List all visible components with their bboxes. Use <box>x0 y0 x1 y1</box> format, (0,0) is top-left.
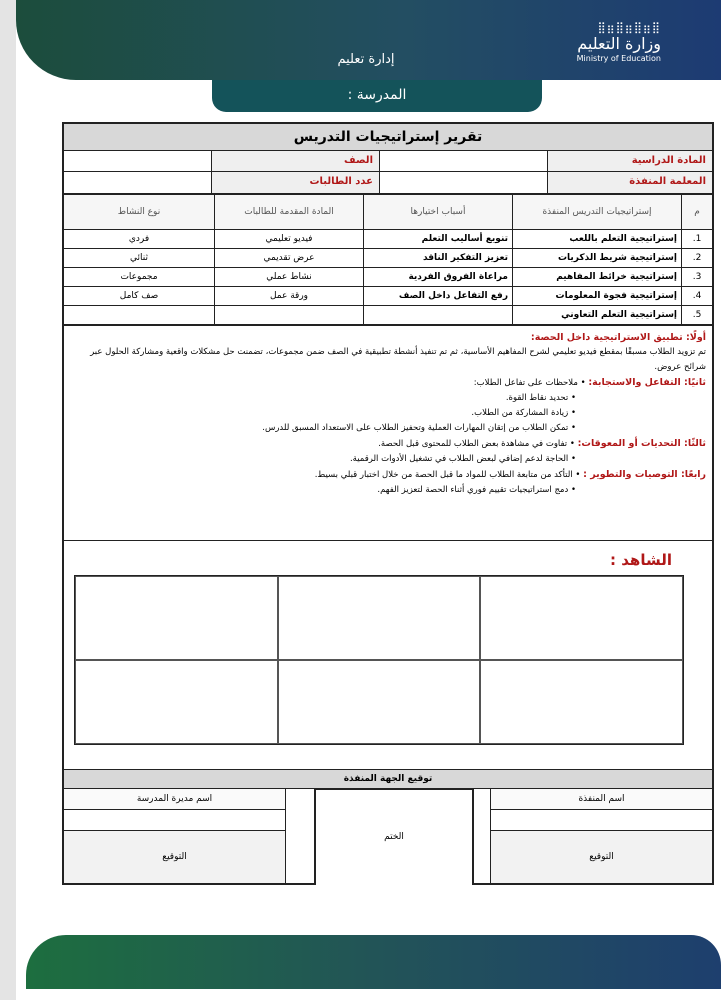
table-row <box>64 268 712 287</box>
row-material: فيديو تعليمي <box>215 230 364 249</box>
info-grid <box>64 151 712 194</box>
col-number: م <box>682 195 713 230</box>
row-strategy: إستراتيجية فجوة المعلومات <box>513 287 682 306</box>
section2-title: ثانيًا: التفاعل والاستجابة: <box>588 377 706 388</box>
row-reason <box>364 306 513 325</box>
witness-title: الشاهد : <box>610 551 672 569</box>
row-number: 5. <box>682 306 713 325</box>
witness-cell[interactable] <box>278 576 481 660</box>
principal-column <box>64 789 286 883</box>
section4-point: • دمج استراتيجيات تقييم فوري أثناء الحصة لتعزيز الفهم. <box>377 485 576 495</box>
witness-section <box>64 541 712 770</box>
footer-band <box>26 935 721 989</box>
row-activity: صف كامل <box>64 287 215 306</box>
executor-label: اسم المنفذة <box>490 789 712 810</box>
section1-title: أولًا: تطبيق الاستراتيجية داخل الحصة: <box>530 332 706 343</box>
witness-cell[interactable] <box>75 576 278 660</box>
principal-name-field[interactable] <box>64 810 286 831</box>
executor-name-field[interactable] <box>490 810 712 831</box>
subject-value[interactable] <box>379 151 547 172</box>
table-row <box>64 249 712 268</box>
table-row <box>64 287 712 306</box>
report-sections: أولًا: تطبيق الاستراتيجية داخل الحصة: تم تزويد الطلاب مسبقًا بمقطع فيديو تعليمي لشرح المفاهيم الأساسية، ثم تم تنفيذ أنشطة تطبيقية في الصف ضمن مجموعات، تضمنت حل مشكلات واقعية ومشاركة الحلول عبر شرائح عروض. ثانيًا: التفاعل والاستجابة: • ملاحظات على تفاعل الطلاب: • تحديد نقاط القوة. • زيادة المشاركة من الطلاب. • تمكن الطلاب من إتقان المهارات العملية وتحفيز الطلاب على الاستعداد المسبق للدرس. ثالثًا: التحديات أو المعوقات: • تفاوت في مشاهدة بعض الطلاب للمحتوى قبل الحصة. • الحاجة لدعم إضافي لبعض الطلاب في تشغيل الأدوات الرقمية. رابعًا: التوصيات والتطوير : • التأكد من متابعة الطلاب للمواد ما قبل الحصة من خلال اختبار قبلي بسيط. • دمج استراتيجيات تقييم فوري أثناء الحصة لتعزيز الفهم. <box>64 325 712 541</box>
row-material <box>215 306 364 325</box>
executor-column <box>490 789 712 883</box>
row-material: ورقة عمل <box>215 287 364 306</box>
row-number: 3. <box>682 268 713 287</box>
row-reason: رفع التفاعل داخل الصف <box>364 287 513 306</box>
section3-point: تفاوت في مشاهدة بعض الطلاب للمحتوى قبل الحصة. <box>378 439 568 449</box>
section2-point: • تحديد نقاط القوة. <box>505 393 576 403</box>
row-activity: ثنائي <box>64 249 215 268</box>
table-header-row <box>64 195 712 230</box>
witness-cell[interactable] <box>480 576 683 660</box>
seal-box: الختم <box>314 788 474 885</box>
students-count-value[interactable] <box>64 172 211 193</box>
witness-cell[interactable] <box>278 660 481 744</box>
witness-grid <box>74 575 684 745</box>
row-activity: فردي <box>64 230 215 249</box>
class-value[interactable] <box>64 151 211 172</box>
logo-arabic-text: وزارة التعليم <box>577 34 661 53</box>
header-band <box>16 0 721 80</box>
ministry-logo <box>521 22 661 72</box>
admin-label: إدارة تعليم <box>337 52 395 67</box>
row-strategy: إستراتيجية التعلم باللعب <box>513 230 682 249</box>
principal-signature[interactable]: التوقيع <box>64 831 286 883</box>
school-label: المدرسة : <box>212 80 542 112</box>
witness-cell[interactable] <box>75 660 278 744</box>
table-row <box>64 306 712 325</box>
row-strategy: إستراتيجية شريط الذكريات <box>513 249 682 268</box>
table-row <box>64 230 712 249</box>
row-material: نشاط عملي <box>215 268 364 287</box>
row-reason: تنويع أساليب التعلم <box>364 230 513 249</box>
strategy-report <box>62 122 714 885</box>
section4-point: التأكد من متابعة الطلاب للمواد ما قبل الحصة من خلال اختبار قبلي بسيط. <box>314 470 573 480</box>
section4-title: رابعًا: التوصيات والتطوير : <box>583 469 706 480</box>
row-activity <box>64 306 215 325</box>
col-material: المادة المقدمة للطالبات <box>215 195 364 230</box>
section2-point: • زيادة المشاركة من الطلاب. <box>471 408 576 418</box>
witness-cell[interactable] <box>480 660 683 744</box>
section2-point: • تمكن الطلاب من إتقان المهارات العملية وتحفيز الطلاب على الاستعداد المسبق للدرس. <box>262 423 576 433</box>
signature-section <box>64 789 712 883</box>
report-page <box>16 0 721 1000</box>
section3-point: • الحاجة لدعم إضافي لبعض الطلاب في تشغيل الأدوات الرقمية. <box>349 454 576 464</box>
logo-english-text: Ministry of Education <box>576 54 661 63</box>
strategies-table <box>64 194 712 325</box>
row-number: 1. <box>682 230 713 249</box>
row-reason: تعزيز التفكير الناقد <box>364 249 513 268</box>
report-title: تقرير إستراتيجيات التدريس <box>64 124 712 151</box>
row-activity: مجموعات <box>64 268 215 287</box>
row-strategy: إستراتيجية خرائط المفاهيم <box>513 268 682 287</box>
students-count-label: عدد الطالبات <box>211 172 379 193</box>
section3-title: ثالثًا: التحديات أو المعوقات: <box>577 438 706 449</box>
signature-header: توقيع الجهة المنفذة <box>64 770 712 789</box>
section1-text: تم تزويد الطلاب مسبقًا بمقطع فيديو تعليمي لشرح المفاهيم الأساسية، ثم تم تنفيذ أنشطة تطبيقية في الصف ضمن مجموعات، تضمنت حل مشكلات واقعية ومشاركة الحلول عبر شرائح عروض. <box>90 347 706 372</box>
teacher-label: المعلمة المنفذة <box>547 172 712 193</box>
col-strategy: إستراتيجيات التدريس المنفذة <box>513 195 682 230</box>
col-reason: أسباب اختيارها <box>364 195 513 230</box>
row-reason: مراعاة الفروق الفردية <box>364 268 513 287</box>
section2-point: ملاحظات على تفاعل الطلاب: <box>473 378 578 388</box>
row-number: 2. <box>682 249 713 268</box>
teacher-value[interactable] <box>379 172 547 193</box>
subject-label: المادة الدراسية <box>547 151 712 172</box>
row-strategy: إستراتيجية التعلم التعاوني <box>513 306 682 325</box>
executor-signature[interactable]: التوقيع <box>490 831 712 883</box>
col-activity: نوع النشاط <box>64 195 215 230</box>
logo-dots-icon: ⣿⣶⣿⣶⣿⣶⣿ <box>597 21 661 34</box>
row-material: عرض تقديمي <box>215 249 364 268</box>
row-number: 4. <box>682 287 713 306</box>
principal-label: اسم مديرة المدرسة <box>64 789 286 810</box>
class-label: الصف <box>211 151 379 172</box>
